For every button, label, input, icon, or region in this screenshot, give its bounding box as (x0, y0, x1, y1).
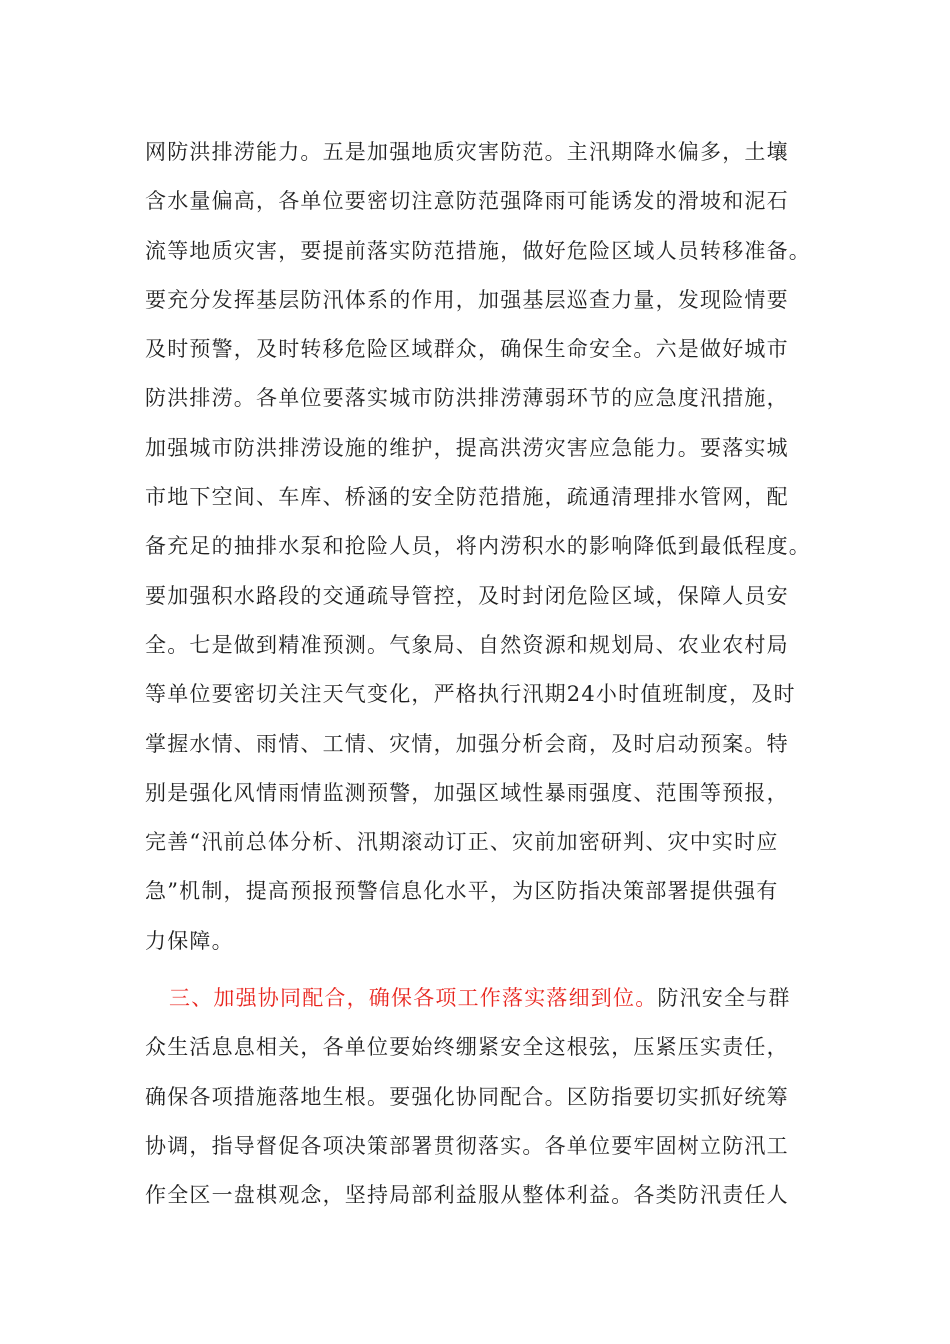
text-line: 协调，指导督促各项决策部署贯彻落实。各单位要牢固树立防汛工 (145, 1133, 789, 1158)
text-line: 别是强化风情雨情监测预警，加强区域性暴雨强度、范围等预报， (145, 780, 789, 805)
text-fragment: 防汛安全与群 (657, 986, 791, 1010)
text-line: 要加强积水路段的交通疏导管控，及时封闭危险区域，保障人员安 (145, 583, 789, 608)
text-line: 加强城市防洪排涝设施的维护，提高洪涝灾害应急能力。要落实城 (145, 435, 789, 460)
paragraph-flood-measures (145, 128, 811, 966)
text-line: 全。七是做到精准预测。气象局、自然资源和规划局、农业农村局 (145, 632, 789, 657)
text-line: 急”机制，提高预报预警信息化水平，为区防指决策部署提供强有 (145, 879, 779, 904)
text-line: 作全区一盘棋观念，坚持局部利益服从整体利益。各类防汛责任人 (145, 1183, 789, 1208)
section-three-heading: 三、加强协同配合，确保各项工作落实落细到位。 (169, 986, 658, 1010)
text-line: 掌握水情、雨情、工情、灾情，加强分析会商，及时启动预案。特 (145, 731, 789, 756)
text-line: 网防洪排涝能力。五是加强地质灾害防范。主汛期降水偏多，土壤 (145, 140, 789, 164)
text-line: 确保各项措施落地生根。要强化协同配合。区防指要切实抓好统筹 (145, 1084, 789, 1109)
text-line: 及时预警，及时转移危险区域群众，确保生命安全。六是做好城市 (145, 337, 789, 362)
section-three-first-line (145, 974, 805, 1023)
text-line: 等单位要密切关注天气变化，严格执行汛期24小时值班制度，及时 (145, 682, 796, 707)
text-line: 众生活息息相关，各单位要始终绷紧安全这根弦，压紧压实责任， (145, 1035, 789, 1060)
paragraph-section-three (145, 974, 805, 1220)
text-line: 要充分发挥基层防汛体系的作用，加强基层巡查力量，发现险情要 (145, 287, 789, 312)
text-line: 市地下空间、车库、桥涵的安全防范措施，疏通清理排水管网，配 (145, 485, 789, 510)
text-line: 流等地质灾害，要提前落实防范措施，做好危险区域人员转移准备。 (145, 238, 811, 263)
text-line: 力保障。 (145, 928, 234, 953)
text-line: 含水量偏高，各单位要密切注意防范强降雨可能诱发的滑坡和泥石 (145, 189, 789, 214)
text-line: 完善“汛前总体分析、汛期滚动订正、灾前加密研判、灾中实时应 (145, 830, 779, 855)
text-line: 防洪排涝。各单位要落实城市防洪排涝薄弱环节的应急度汛措施， (145, 386, 789, 411)
text-line: 备充足的抽排水泵和抢险人员，将内涝积水的影响降低到最低程度。 (145, 534, 811, 559)
